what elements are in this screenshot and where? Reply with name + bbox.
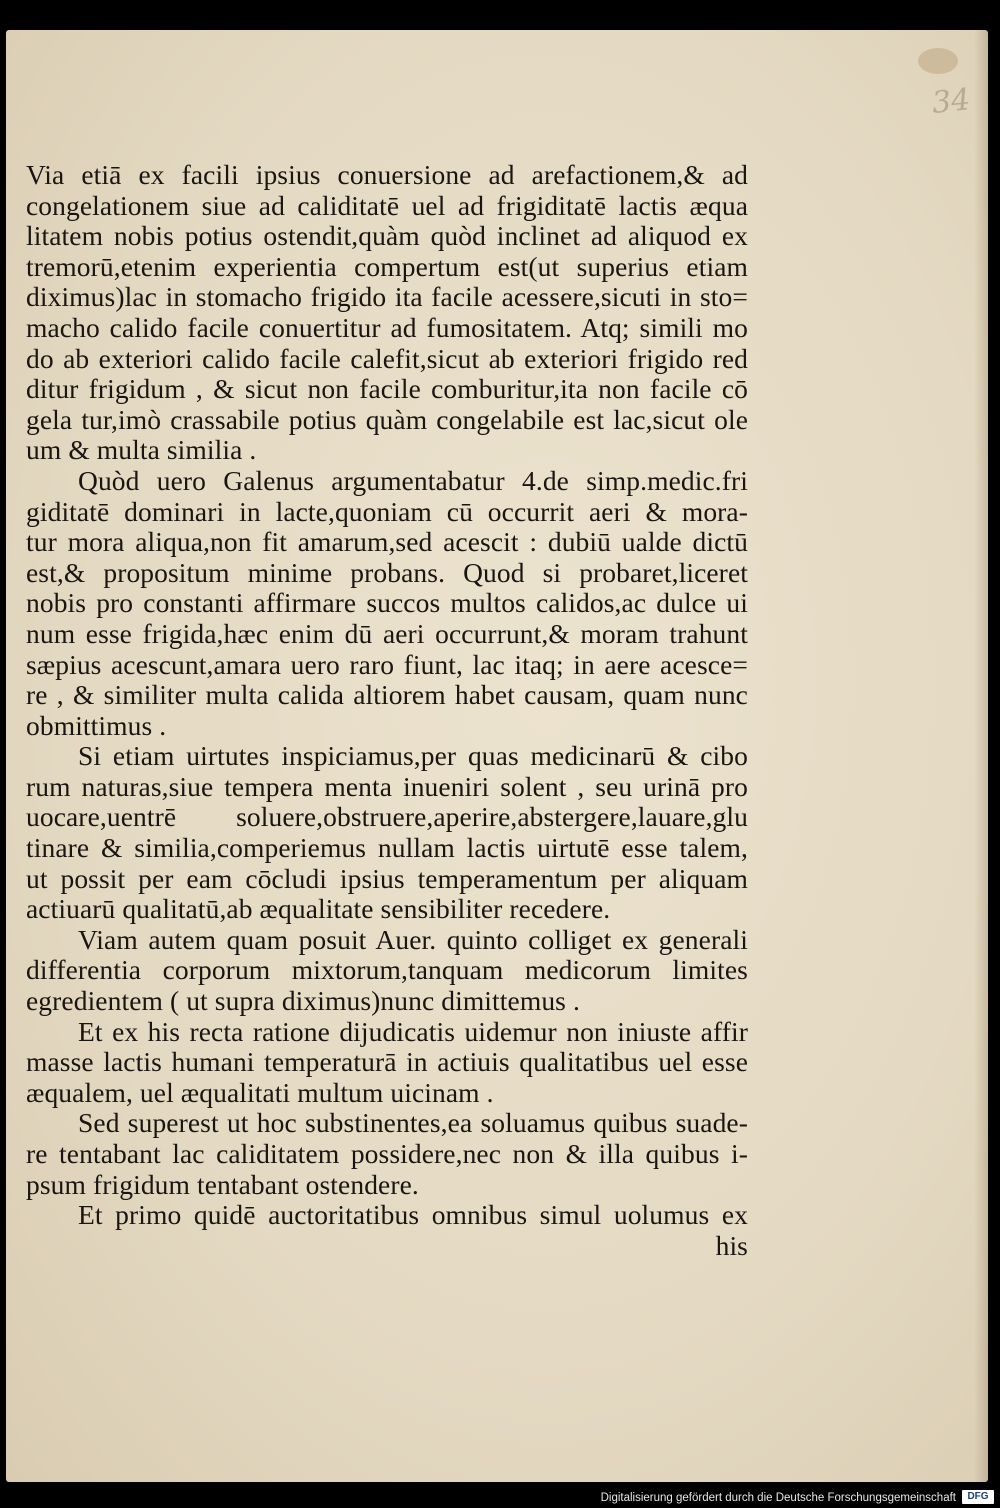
- text-line: psum frigidum tentabant ostendere.: [26, 1168, 419, 1200]
- text-line: tremorū,etenim experientia compertum est(ut superius etiam: [26, 250, 748, 282]
- text-line: giditatē dominari in lacte,quoniam cū occurrit aeri & mora-: [26, 495, 748, 527]
- funding-credit: Digitalisierung gefördert durch die Deutsche Forschungsgemeinschaft: [600, 1492, 956, 1504]
- text-line: litatem nobis potius ostendit,quàm quòd inclinet ad aliquod ex: [26, 220, 748, 252]
- text-line: gela tur,imò crassabile potius quàm congelabile est lac,sicut ole: [26, 403, 748, 435]
- text-line: masse lactis humani temperaturā in actiuis qualitatibus uel esse: [26, 1046, 748, 1078]
- text-line: est,& propositum minime probans. Quod si probaret,liceret: [26, 556, 748, 588]
- text-line: uocare,uentrē soluere,obstruere,aperire,abstergere,lauare,glu: [26, 801, 748, 833]
- text-line: Et primo quidē auctoritatibus omnibus simul uolumus ex: [78, 1199, 748, 1231]
- text-line: obmittimus .: [26, 709, 167, 741]
- text-line: re , & similiter multa calida altiorem habet causam, quam nunc: [26, 679, 748, 711]
- text-line: tinare & similia,comperiemus nullam lactis uirtutē esse talem,: [26, 832, 748, 864]
- text-line: sæpius acescunt,amara uero raro fiunt, lac itaq; in aere acesce=: [26, 648, 748, 680]
- text-line: ditur frigidum , & sicut non facile comburitur,ita non facile cō: [26, 373, 748, 405]
- text-line: Via etiā ex facili ipsius conuersione ad arefactionem,& ad: [26, 159, 748, 190]
- text-line: ut possit per eam cōcludi ipsius temperamentum per aliquam: [26, 862, 748, 894]
- text-line: macho calido facile conuertitur ad fumositatem. Atq; simili mo: [26, 311, 748, 343]
- text-line: Et ex his recta ratione dijudicatis uidemur non iniuste affir: [78, 1015, 748, 1047]
- text-line: diximus)lac in stomacho frigido ita facile acessere,sicuti in sto=: [26, 281, 748, 313]
- book-page: [6, 30, 988, 1482]
- text-line: Quòd uero Galenus argumentabatur 4.de simp.medic.fri: [78, 464, 748, 496]
- text-line: rum naturas,siue tempera menta inueniri solent , seu urinā pro: [26, 770, 748, 802]
- text-line: Viam autem quam posuit Auer. quinto colliget ex generali: [78, 923, 748, 955]
- latin-body-text: [26, 160, 748, 1261]
- page-edge-shadow: [974, 30, 988, 1482]
- text-line: Sed superest ut hoc substinentes,ea soluamus quibus suade-: [78, 1107, 748, 1139]
- text-line: differentia corporum mixtorum,tanquam medicorum limites: [26, 954, 748, 986]
- catchword: his: [715, 1229, 748, 1261]
- footer-bar: [0, 1482, 1000, 1508]
- text-line: æqualem, uel æqualitati multum uicinam .: [26, 1076, 494, 1108]
- text-line: um & multa similia .: [26, 434, 257, 466]
- folio-number: 34: [930, 82, 972, 121]
- text-line: congelationem siue ad caliditatē uel ad frigiditatē lactis æqua: [26, 189, 748, 221]
- text-line: do ab exteriori calido facile calefit,sicut ab exteriori frigido red: [26, 342, 748, 374]
- text-line: tur mora aliqua,non fit amarum,sed acescit : dubiū ualde dictū: [26, 526, 748, 558]
- text-line: Si etiam uirtutes inspiciamus,per quas medicinarū & cibo: [78, 740, 748, 772]
- text-line: actiuarū qualitatū,ab æqualitate sensibiliter recedere.: [26, 893, 611, 925]
- dfg-logo-icon: DFG: [962, 1490, 994, 1504]
- paper-stain: [918, 48, 958, 74]
- text-line: nobis pro constanti affirmare succos multos calidos,ac dulce ui: [26, 587, 748, 619]
- text-line: num esse frigida,hæc enim dū aeri occurrunt,& moram trahunt: [26, 617, 748, 649]
- text-line: egredientem ( ut supra diximus)nunc dimittemus .: [26, 985, 580, 1017]
- text-line: re tentabant lac caliditatem possidere,nec non & illa quibus i-: [26, 1138, 748, 1169]
